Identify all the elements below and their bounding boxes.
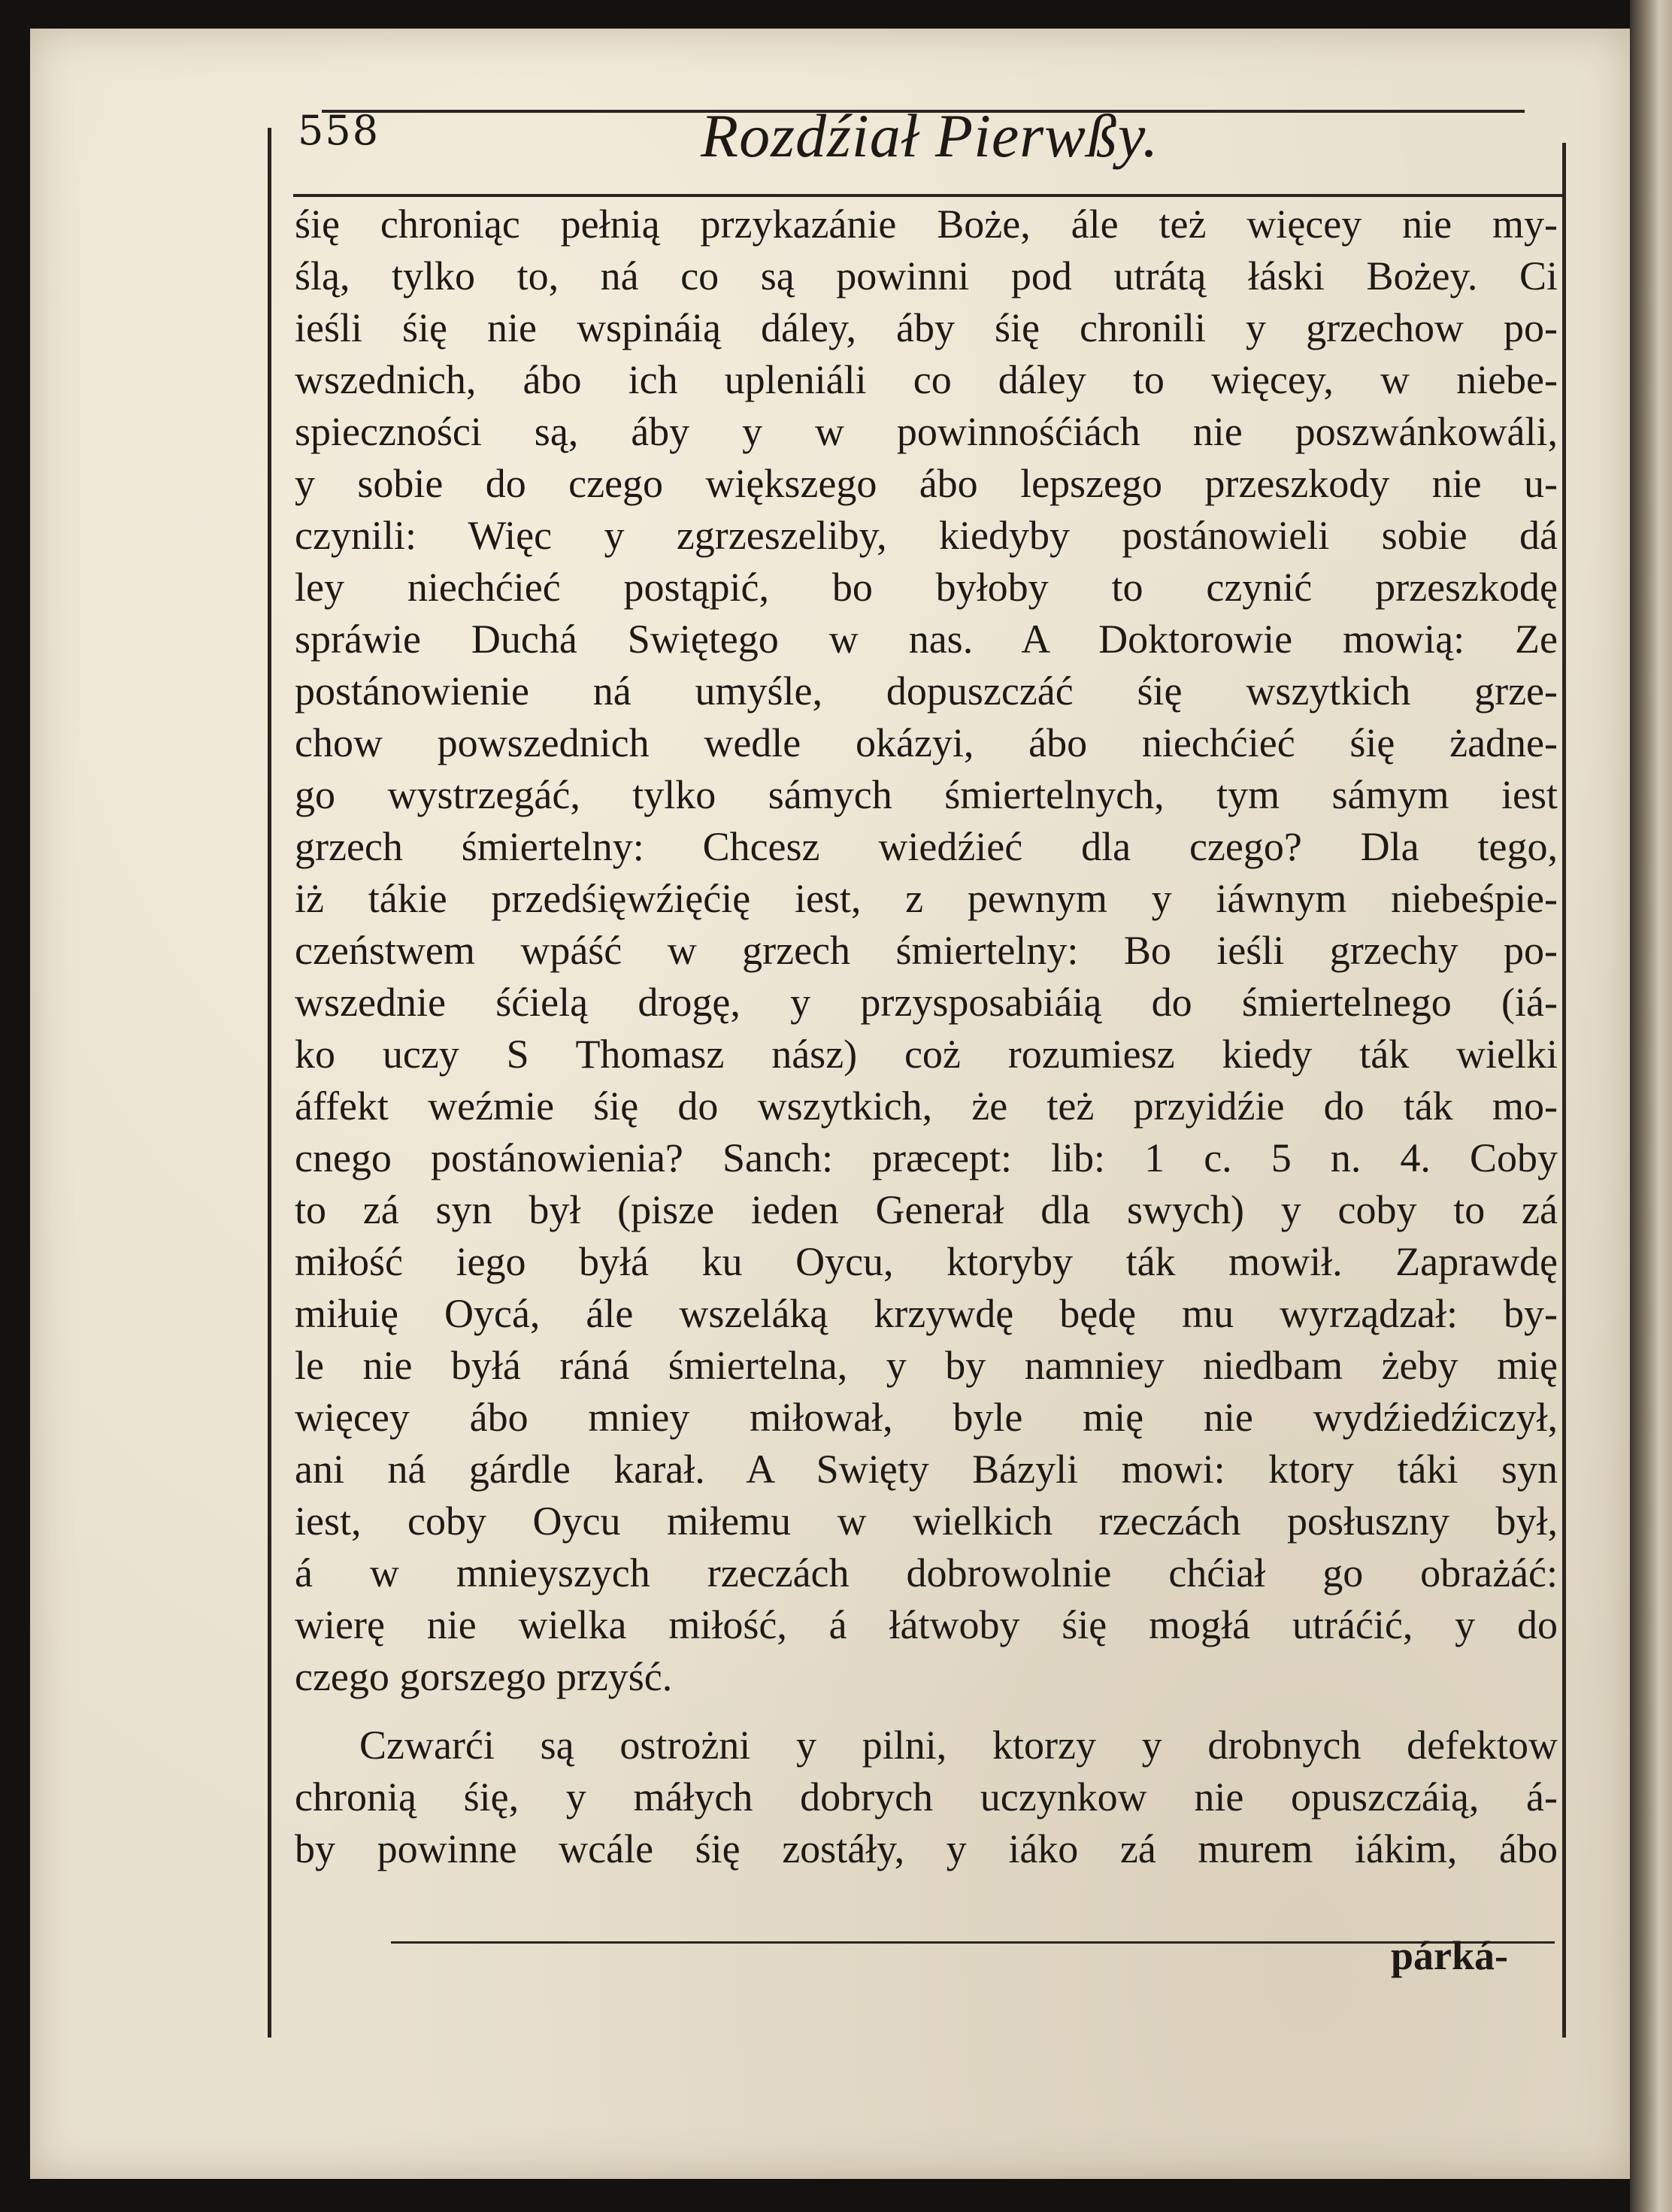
text-line: czeństwem wpáść w grzech śmiertelny: Bo ieśli grzechy po- <box>295 928 1558 973</box>
text-line: czego gorszego przyść. <box>295 1654 673 1699</box>
text-line: á w mnieyszych rzeczách dobrowolnie chćiał go obrażáć: <box>295 1550 1558 1595</box>
text-line: ley niechćieć postąpić, bo byłoby to czynić przeszkodę <box>295 565 1558 610</box>
text-line: chow powszednich wedle okázyi, ábo niechćieć śię żadne- <box>295 720 1558 765</box>
text-line: áffekt weźmie śię do wszytkich, że też przyidźie do ták mo- <box>295 1083 1558 1129</box>
running-title: Rozdźiał Pierwßy. <box>701 102 1159 170</box>
text-line: go wystrzegáć, tylko sámych śmiertelnych, tym sámym iest <box>295 772 1558 817</box>
page-number: 558 <box>298 107 380 154</box>
text-line: chronią śię, y máłych dobrych uczynkow nie opuszczáią, á- <box>295 1774 1558 1820</box>
text-line: ślą, tylko to, ná co są powinni pod utrátą łáski Bożey. Ci <box>295 253 1558 298</box>
text-line: czynili: Więc y zgrzeszeliby, kiedyby postánowieli sobie dá <box>295 513 1558 558</box>
text-line: to zá syn był (pisze ieden Generał dla swych) y coby to zá <box>295 1187 1558 1232</box>
text-line: grzech śmiertelny: Chcesz wiedźieć dla czego? Dla tego, <box>295 824 1558 869</box>
text-line: y sobie do czego większego ábo lepszego przeszkody nie u- <box>295 461 1558 506</box>
text-line: śię chroniąc pełnią przykazánie Boże, ále też więcey nie my- <box>295 202 1558 247</box>
text-line: iż tákie przedśięwźięćię iest, z pewnym y iáwnym niebeśpie- <box>295 876 1558 921</box>
text-line: by powinne wcále śię zostáły, y iáko zá murem iákim, ábo <box>295 1826 1558 1871</box>
text-line: le nie byłá ráná śmiertelna, y by namniey niedbam żeby mię <box>295 1343 1558 1388</box>
text-line: Czwarći są ostrożni y pilni, ktorzy y drobnych defektow <box>359 1723 1558 1768</box>
text-line: miłość iego byłá ku Oycu, ktoryby ták mowił. Zaprawdę <box>295 1239 1558 1284</box>
page-header <box>295 102 1528 189</box>
text-line: miłuię Oycá, ále wszeláką krzywdę będę mu wyrządzał: by- <box>295 1291 1558 1336</box>
text-line: postánowienie ná umyśle, dopuszczáć śię wszytkich grze- <box>295 668 1558 714</box>
text-line: spieczności są, áby y w powinnośćiách nie poszwánkowáli, <box>295 409 1558 454</box>
text-line: spráwie Duchá Swiętego w nas. A Doktorowie mowią: Ze <box>295 617 1558 662</box>
left-border-rule <box>268 128 271 2038</box>
text-line: ieśli śię nie wspináią dáley, áby śię chronili y grzechow po- <box>295 305 1558 350</box>
header-rule <box>293 194 1564 197</box>
text-line: ko uczy S Thomasz nász) coż rozumiesz kiedy ták wielki <box>295 1032 1558 1077</box>
adjacent-page-edge <box>1630 0 1672 2212</box>
body-text <box>295 198 1558 1875</box>
text-line: iest, coby Oycu miłemu w wielkich rzeczách posłuszny był, <box>295 1498 1558 1544</box>
right-border-rule <box>1562 143 1566 2038</box>
catchword: párká- <box>1391 1933 1509 1978</box>
bottom-rule <box>391 1941 1555 1944</box>
text-line: więcey ábo mniey miłował, byle mię nie wydźiedźiczył, <box>295 1395 1558 1440</box>
text-line: wierę nie wielka miłość, á łátwoby śię mogłá utráćić, y do <box>295 1602 1558 1647</box>
text-line: wszednich, ábo ich upleniáli co dáley to więcey, w niebe- <box>295 357 1558 402</box>
text-line: cnego postánowienia? Sanch: præcept: lib: 1 c. 5 n. 4. Coby <box>295 1135 1558 1180</box>
text-line: wszednie śćielą drogę, y przysposabiáią do śmiertelnego (iá- <box>295 980 1558 1025</box>
text-line: ani ná gárdle karał. A Swięty Bázyli mowi: ktory táki syn <box>295 1447 1558 1492</box>
